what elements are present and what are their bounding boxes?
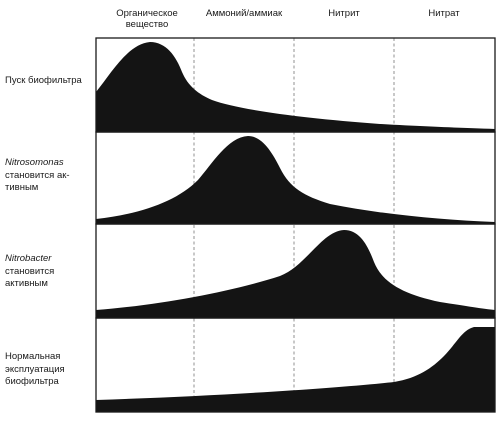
row-label-line: Nitrosomonas <box>5 157 64 168</box>
row-label-line: Nitrobacter <box>5 253 52 264</box>
row-label-line: активным <box>5 278 48 289</box>
column-dividers <box>194 38 394 412</box>
column-header-line: Аммоний/аммиак <box>205 8 283 19</box>
row-label-line: эксплуатация <box>5 363 65 375</box>
row-label-line: биофильтра <box>5 376 59 387</box>
row-label-line: Нормальная <box>5 351 61 362</box>
row-label-line: становится <box>5 265 55 277</box>
row-label-line: становится ак- <box>5 169 70 181</box>
column-header-line: Органическое <box>116 8 178 19</box>
column-header-line: Нитрит <box>328 8 360 19</box>
panel-nitrobacter-curve <box>96 230 495 318</box>
panel-normal-curve <box>96 327 495 412</box>
panel-startup-curve <box>96 42 495 132</box>
column-header-line: Нитрат <box>428 8 460 19</box>
row-label-line: тивным <box>5 182 39 193</box>
column-header-line: вещество <box>125 18 169 30</box>
panel-nitrosomonas-curve <box>96 136 495 224</box>
row-label-line: Пуск биофильтра <box>5 75 82 86</box>
